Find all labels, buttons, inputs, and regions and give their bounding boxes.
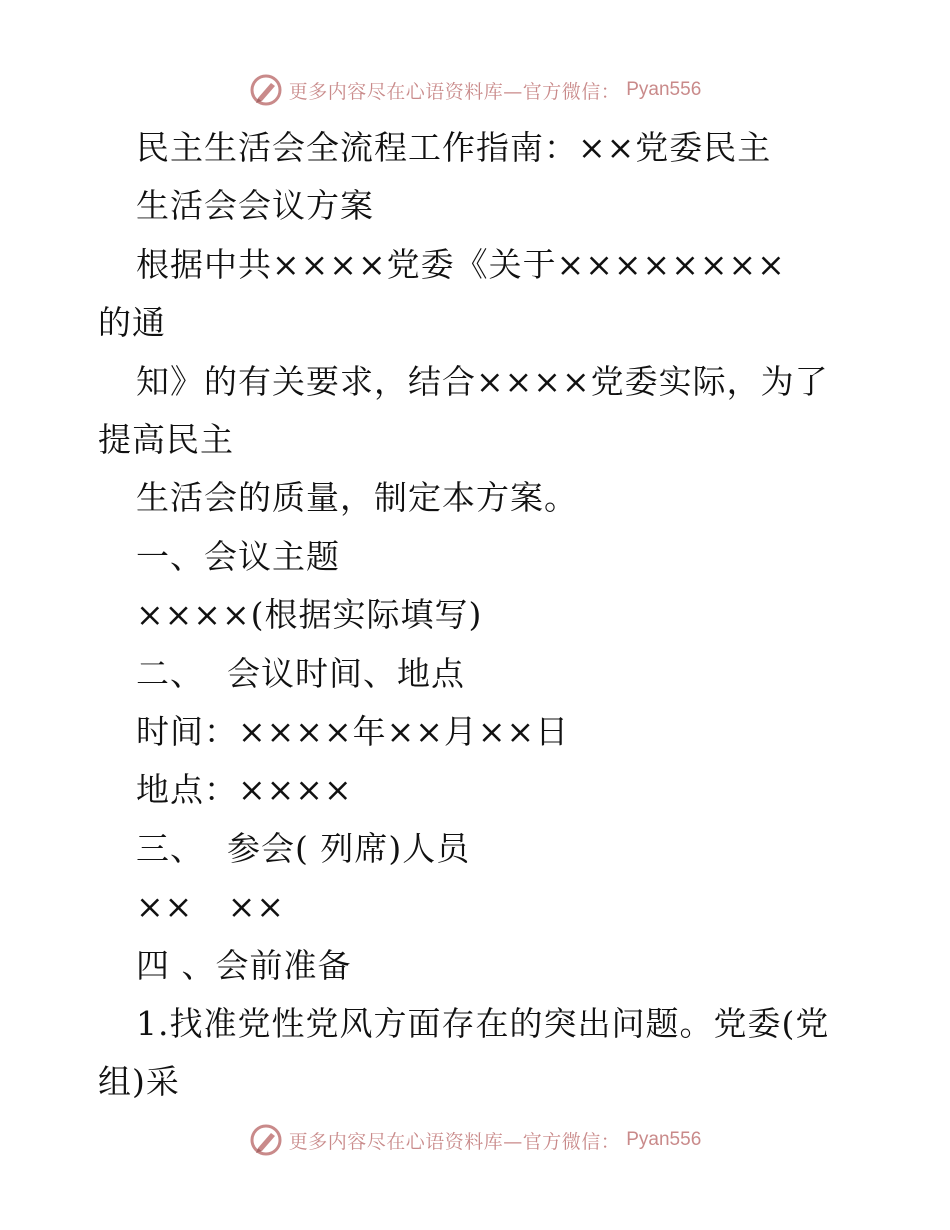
doc-title-line-1: 民主生活会全流程工作指南：××党委民主 bbox=[136, 128, 772, 167]
footer-watermark bbox=[0, 1120, 950, 1160]
doc-paragraph-line: 组)采 bbox=[98, 1062, 180, 1101]
pen-logo-icon bbox=[249, 73, 283, 107]
doc-paragraph-line: 生活会的质量，制定本方案。 bbox=[136, 478, 578, 517]
wechat-id: Pyan556 bbox=[626, 79, 702, 100]
doc-paragraph-line: ××××(根据实际填写) bbox=[136, 595, 483, 634]
doc-paragraph-line: 1.找准党性党风方面存在的突出问题。党委(党 bbox=[136, 1004, 830, 1043]
watermark-text: 更多内容尽在心语资料库—官方微信： bbox=[288, 1130, 621, 1153]
section-heading-3: 三、 参会( 列席)人员 bbox=[136, 829, 471, 868]
header-watermark bbox=[0, 70, 950, 110]
doc-paragraph-line: 的通 bbox=[98, 303, 166, 342]
doc-paragraph-line: 提高民主 bbox=[98, 420, 234, 459]
wechat-id: Pyan556 bbox=[626, 1129, 702, 1150]
watermark-text: 更多内容尽在心语资料库—官方微信： bbox=[288, 80, 621, 103]
section-heading-2: 二、 会议时间、地点 bbox=[136, 654, 465, 693]
section-heading-1: 一、会议主题 bbox=[136, 537, 340, 576]
doc-paragraph-line: 时间：××××年××月××日 bbox=[136, 712, 570, 751]
doc-paragraph-line: 地点：×××× bbox=[136, 770, 353, 809]
pen-logo-icon bbox=[249, 1123, 283, 1157]
doc-paragraph-line: ×× ×× bbox=[136, 887, 286, 926]
section-heading-4: 四 、会前准备 bbox=[136, 946, 352, 985]
doc-paragraph-line: 知》的有关要求，结合××××党委实际，为了 bbox=[136, 362, 829, 401]
doc-title-line-2: 生活会会议方案 bbox=[136, 186, 374, 225]
doc-paragraph-line: 根据中共××××党委《关于×××××××× bbox=[136, 245, 786, 284]
